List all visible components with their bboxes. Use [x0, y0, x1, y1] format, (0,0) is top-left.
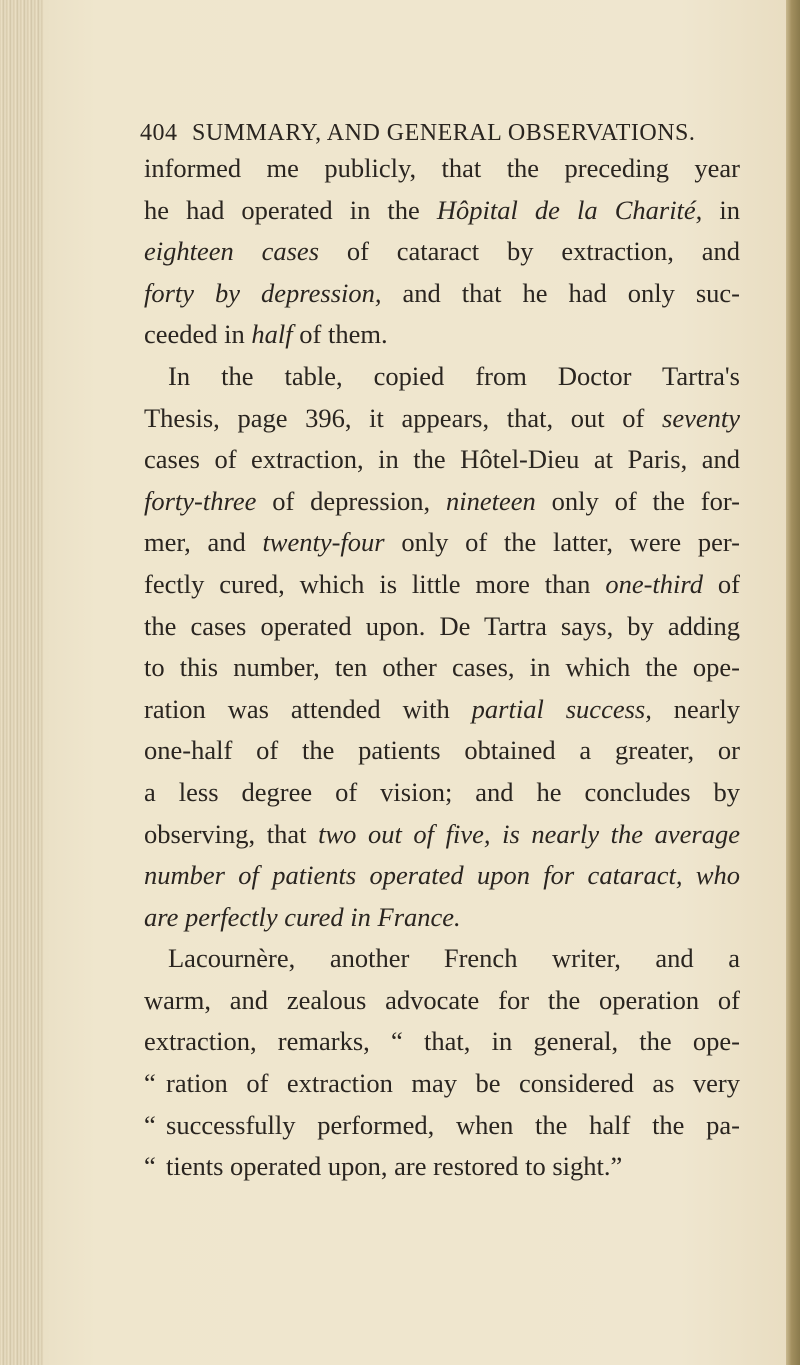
text-line: informed me publicly, that the preceding year: [144, 153, 740, 183]
text-line: the cases operated upon. De Tartra says, by adding: [144, 610, 740, 641]
text-line: “ successfully performed, when the half the pa-: [144, 1105, 740, 1147]
page-edge: [786, 0, 800, 1365]
text-line: mer, and twenty-four only of the latter, were per-: [144, 527, 740, 558]
quote-mark: “: [144, 1068, 156, 1099]
text-line: he had operated in the Hôpital de la Charité, in: [144, 194, 741, 225]
text-line: number of patients operated upon for cataract, who: [144, 860, 740, 891]
text-line: observing, that two out of five, is nearly the average: [144, 818, 740, 849]
text-line: one-half of the patients obtained a greater, or: [144, 735, 740, 766]
text-line: ration was attended with partial success, nearly: [144, 693, 740, 724]
text-line: “ tients operated upon, are restored to sight.”: [144, 1146, 740, 1188]
text-line: In the table, copied from Doctor Tartra's: [168, 360, 740, 391]
text-line: ceeded in half of them.: [144, 319, 388, 350]
text-line: eighteen cases of cataract by extraction, and: [144, 236, 740, 267]
quote-mark: “: [144, 1151, 156, 1182]
text-line: Lacournère, another French writer, and a: [168, 943, 740, 974]
binding-gutter: [0, 0, 44, 1365]
running-head: [140, 120, 760, 147]
text-line: are perfectly cured in France.: [144, 901, 461, 932]
text-line: fectly cured, which is little more than one-third of: [144, 568, 740, 599]
text-line: cases of extraction, in the Hôtel-Dieu at Paris, and: [144, 444, 740, 475]
page-number: 404: [140, 120, 178, 146]
running-head-title: SUMMARY, AND GENERAL OBSERVATIONS.: [192, 120, 696, 146]
body-text: [144, 148, 740, 1188]
text-line: forty-three of depression, nineteen only of the for-: [144, 485, 740, 516]
text-line: “ ration of extraction may be considered as very: [144, 1063, 740, 1105]
text-line: Thesis, page 396, it appears, that, out of seventy: [144, 402, 740, 433]
text-line: a less degree of vision; and he concludes by: [144, 776, 740, 807]
text-line: extraction, remarks, “ that, in general, the ope-: [144, 1026, 740, 1057]
text-line: to this number, ten other cases, in which the ope-: [144, 652, 740, 683]
text-line: warm, and zealous advocate for the operation of: [144, 984, 740, 1015]
text-line: forty by depression, and that he had only suc-: [144, 277, 740, 308]
quote-mark: “: [144, 1109, 156, 1140]
